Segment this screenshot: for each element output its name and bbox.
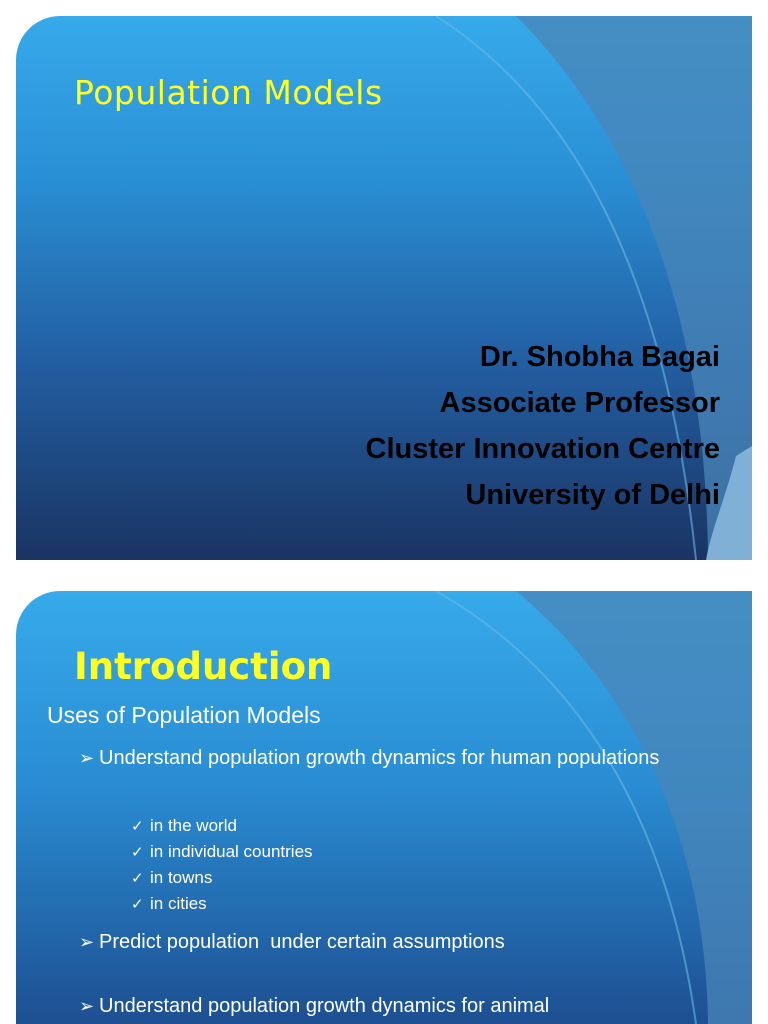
checklist-text: in individual countries [150,842,313,861]
checkmark-icon: ✓ [131,870,144,887]
author-block [366,334,721,518]
bullet-item [79,926,689,958]
arrow-bullet-icon: ➢ [79,932,95,952]
checkmark-icon: ✓ [131,896,144,913]
author-name: Dr. Shobha Bagai [479,341,720,373]
bullet-item [79,990,689,1022]
checklist [131,813,313,917]
arrow-bullet-icon: ➢ [79,996,95,1016]
bullet-text: Understand population growth dynamics for animal [99,995,550,1017]
author-position: Associate Professor [439,387,720,419]
checklist-item [131,891,313,917]
author-department: Cluster Innovation Centre [365,433,720,465]
checklist-text: in towns [150,868,213,887]
slide-title: Population Models [74,73,383,112]
checklist-item [131,839,313,865]
bullet-text: Predict population under certain assumptions [99,931,505,953]
bullet-item [79,742,689,774]
checklist-text: in the world [150,816,237,835]
arrow-bullet-icon: ➢ [79,748,95,768]
checklist-text: in cities [150,894,207,913]
author-university: University of Delhi [465,479,720,511]
bullet-text: Understand population growth dynamics for human populations [99,747,660,769]
checkmark-icon: ✓ [131,818,144,835]
checkmark-icon: ✓ [131,844,144,861]
introduction-slide [16,591,752,1024]
title-slide [16,16,752,560]
slide-subtitle: Uses of Population Models [47,702,321,728]
slide-title: Introduction [74,645,333,688]
checklist-item [131,865,313,891]
checklist-item [131,813,313,839]
